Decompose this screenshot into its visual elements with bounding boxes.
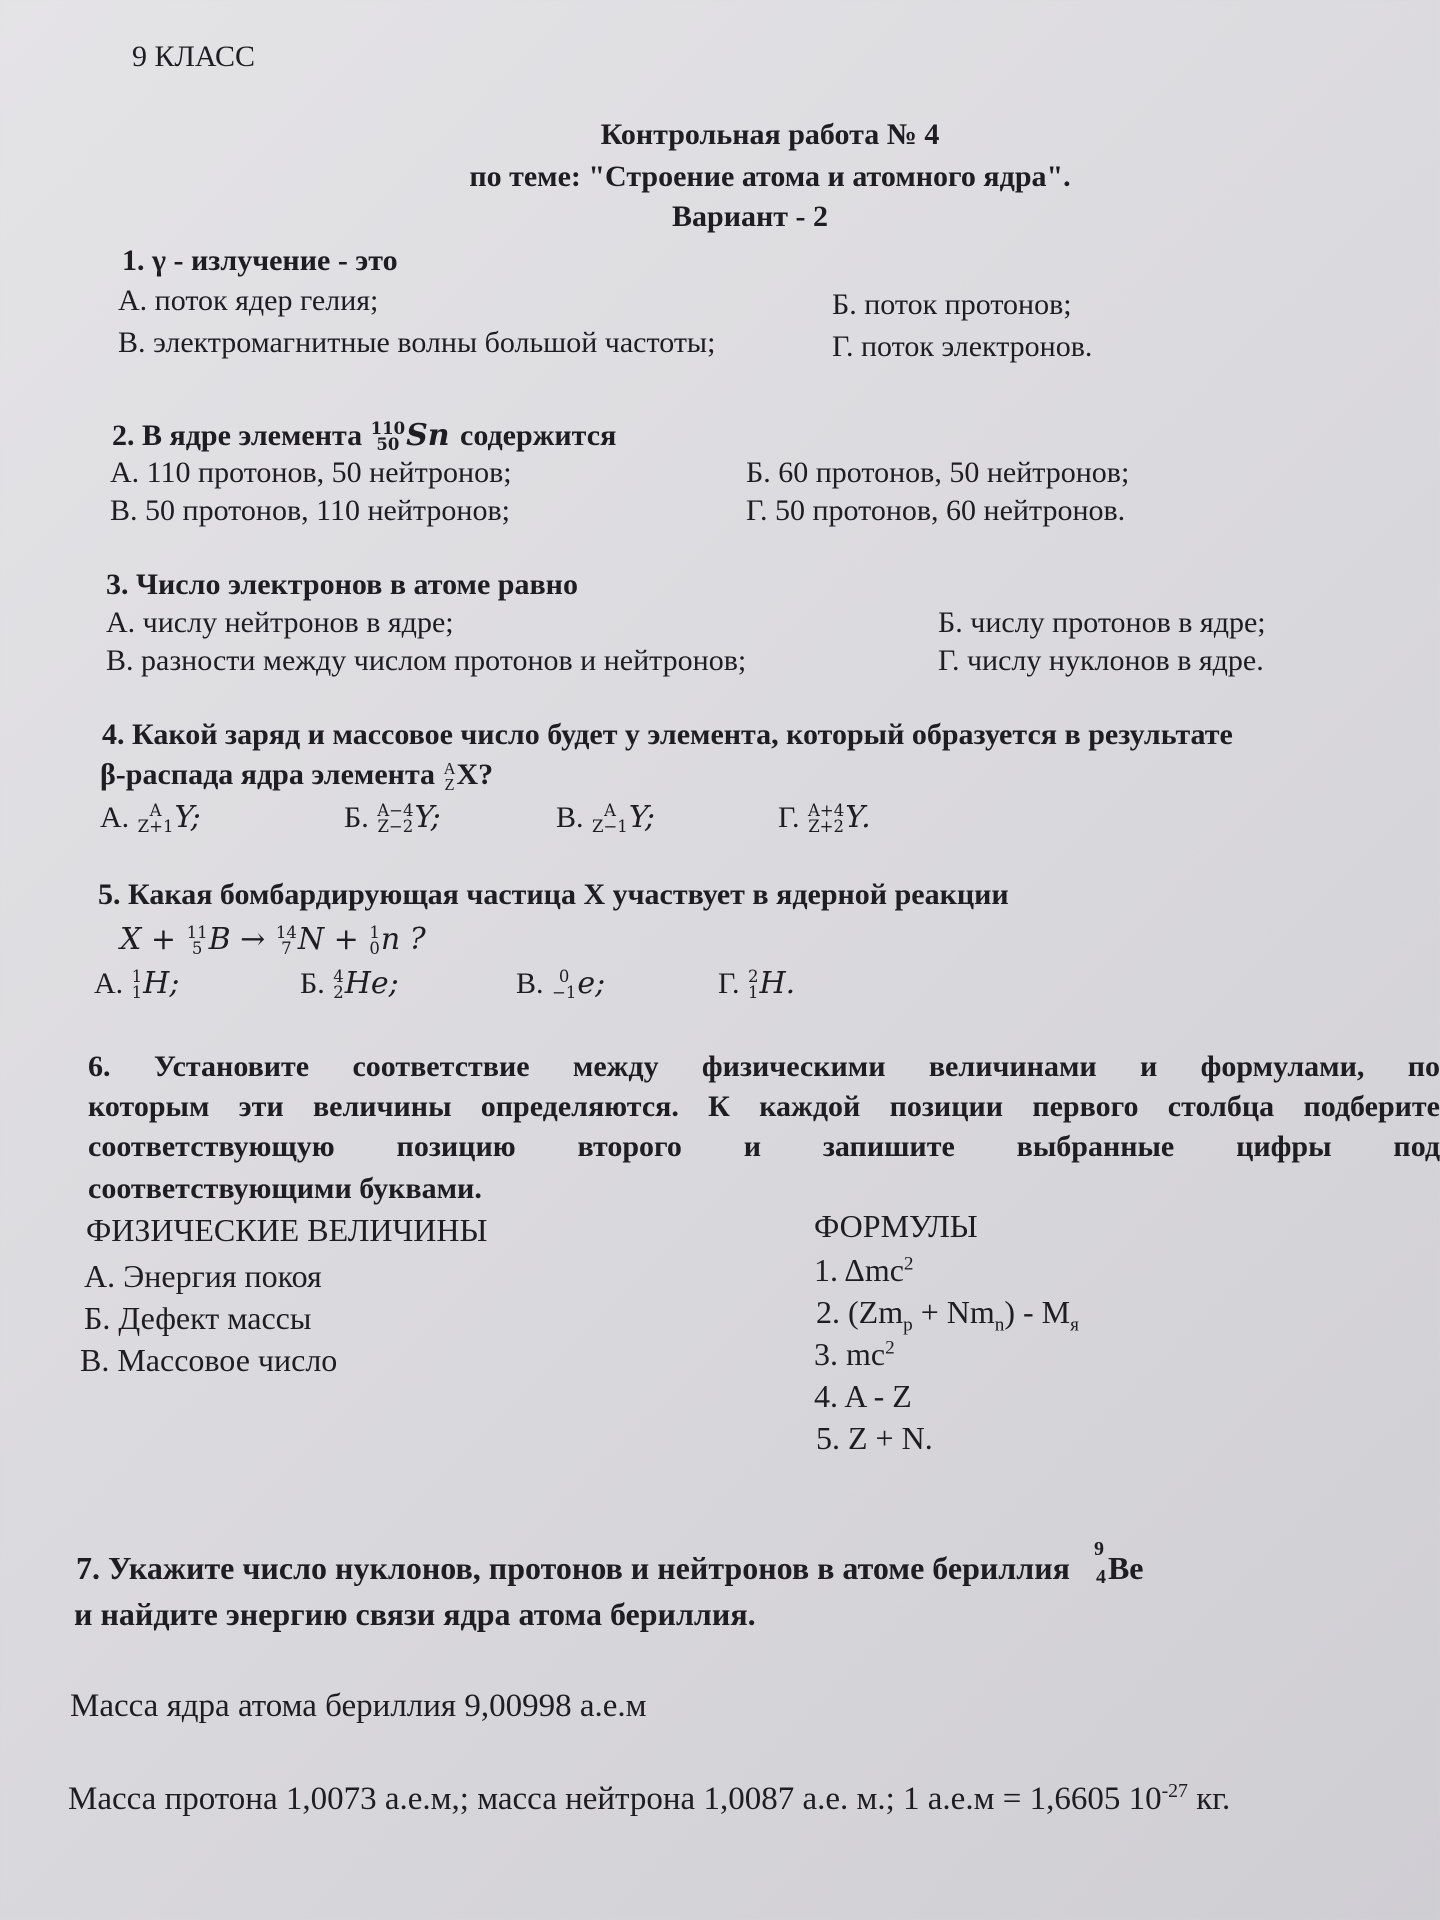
q6-line3: соответствующую позицию второго и запишите выбранные цифры под: [88, 1130, 1440, 1163]
q3-question: 3. Число электронов в атоме равно: [106, 568, 578, 601]
q5-b-symbol: He;: [344, 966, 399, 1001]
q1-question: 1. γ - излучение - это: [122, 244, 398, 277]
q4-option-d: [778, 800, 871, 836]
q4-c-charge: Z−1: [592, 817, 628, 836]
grade-label: 9 КЛАСС: [132, 40, 256, 73]
test-topic: по теме: "Строение атома и атомного ядра".: [469, 160, 1071, 193]
q5-option-d-label: Г.: [718, 967, 740, 1000]
tin-mass-number: 110: [370, 418, 406, 438]
q4-b-charge: Z−2: [377, 817, 414, 836]
q5-option-c: В. 0 −1 e;: [516, 966, 606, 1002]
q6-line4: соответствующими буквами.: [88, 1172, 482, 1205]
q4-a-mass: A: [149, 800, 162, 820]
q3-option-b: Б. числу протонов в ядре;: [938, 606, 1266, 639]
formula-2: 2. $(Zm_p + Nm_n) - M_я$: [816, 1294, 1079, 1336]
given-constants: [68, 1780, 1230, 1818]
q7-line1: [76, 1538, 1144, 1588]
q4-c-symbol: Y;: [628, 800, 656, 835]
q4-line1: 4. Какой заряд и массовое число будет у элемента, который образуется в результате: [102, 718, 1233, 751]
q4-option-c-label: В.: [556, 801, 584, 834]
q4-option-b-label: Б.: [344, 801, 369, 834]
formula-1-text: 1. Δmc: [814, 1252, 904, 1288]
q6-line2: которым эти величины определяются. К каждой позиции первого столбца подберите: [88, 1090, 1440, 1123]
q3-option-c: В. разности между числом протонов и нейтронов;: [106, 644, 747, 677]
q2-option-d: Г. 50 протонов, 60 нейтронов.: [746, 494, 1126, 527]
q4-line2: β-распада ядра элемента A Z X?: [100, 758, 494, 795]
q7-line1-text: 7. Укажите число нуклонов, протонов и нейтронов в атоме бериллия: [76, 1550, 1070, 1586]
q4-option-b: [344, 800, 441, 836]
q4-option-d-label: Г.: [778, 801, 800, 834]
test-title: Контрольная работа № 4: [600, 118, 940, 151]
q1-option-a: А. поток ядер гелия;: [118, 284, 379, 317]
q5-a-symbol: H;: [143, 966, 180, 1001]
beryllium-symbol: Be: [1107, 1550, 1144, 1586]
q1-option-d: Г. поток электронов.: [832, 330, 1093, 363]
q5-option-a: А. 1 1 H;: [94, 966, 180, 1002]
q1-option-b: Б. поток протонов;: [832, 288, 1072, 321]
q2-question: [112, 418, 616, 454]
q5-reaction-equation: X + 11 5 B → 14 7 N + 1 0 n ?: [120, 922, 426, 958]
q6-line1: 6. Установите соответствие между физическими величинами и формулами, по: [88, 1050, 1440, 1083]
q5-option-b-label: Б.: [300, 967, 325, 1000]
variant-label: Вариант - 2: [672, 200, 828, 233]
q4-b-mass: A−4: [377, 800, 414, 820]
beryllium-mass-number: 9: [1093, 1538, 1104, 1560]
quantity-a: А. Энергия покоя: [84, 1258, 322, 1294]
tin-charge-number: 50: [376, 435, 400, 454]
q5-c-symbol: e;: [577, 966, 606, 1001]
quantities-header: ФИЗИЧЕСКИЕ ВЕЛИЧИНЫ: [86, 1212, 488, 1248]
tin-nuclide: [370, 418, 460, 453]
q2-option-b: Б. 60 протонов, 50 нейтронов;: [746, 456, 1130, 489]
beryllium-nucleus-mass: Масса ядра атома бериллия 9,00998 а.е.м: [70, 1688, 647, 1724]
q4-a-charge: Z+1: [137, 817, 174, 836]
formula-1: 1. Δmc$^2$: [814, 1252, 914, 1288]
q4-b-symbol: Y;: [414, 800, 441, 835]
formula-3-text: 3. mc: [814, 1336, 886, 1372]
q4-line2-text: β-распада ядра элемента: [100, 758, 436, 791]
q7-line2: и найдите энергию связи ядра атома бериллия.: [74, 1596, 756, 1632]
q5-option-d: Г. 2 1 H.: [718, 966, 796, 1002]
unit-kg: кг.: [1187, 1781, 1231, 1817]
q2-question-pre: 2. В ядре элемента: [112, 419, 363, 452]
q4-d-symbol: Y.: [845, 800, 871, 835]
q5-option-a-label: А.: [94, 967, 124, 1000]
quantity-c: В. Массовое число: [80, 1342, 338, 1378]
q1-option-c: В. электромагнитные волны большой частоты;: [118, 326, 716, 359]
formula-5: 5. Z + N.: [816, 1420, 933, 1456]
quantity-b: Б. Дефект массы: [84, 1300, 312, 1336]
formula-3: 3. $mc^2$: [814, 1336, 895, 1372]
q4-option-c: [556, 800, 655, 836]
q5-option-c-label: В.: [516, 967, 544, 1000]
q2-question-post: содержится: [460, 419, 617, 452]
q3-option-a: А. числу нейтронов в ядре;: [106, 606, 454, 639]
q5-d-symbol: H.: [759, 966, 796, 1001]
q4-d-mass: A+4: [807, 800, 845, 820]
q4-c-mass: A: [603, 800, 616, 820]
q4-option-a-label: А.: [100, 801, 130, 834]
formulas-header: ФОРМУЛЫ: [814, 1208, 978, 1244]
tin-symbol: Sn: [406, 418, 450, 453]
q4-d-charge: Z+2: [808, 817, 844, 836]
beryllium-charge-number: 4: [1095, 1566, 1106, 1588]
exponent: -27: [1161, 1780, 1188, 1802]
q5-question: 5. Какая бомбардирующая частица X участвует в ядерной реакции: [98, 878, 1009, 911]
formula-4: 4. A - Z: [814, 1378, 912, 1414]
q4-a-symbol: Y;: [174, 800, 201, 835]
q4-element-x: X?: [456, 758, 494, 791]
given-constants-text: Масса протона 1,0073 а.е.м,; масса нейтрона 1,0087 а.е. м.; 1 а.е.м = 1,6605 10: [68, 1781, 1162, 1817]
q3-option-d: Г. числу нуклонов в ядре.: [938, 644, 1264, 677]
q4-option-a: [100, 800, 201, 836]
q2-option-c: В. 50 протонов, 110 нейтронов;: [110, 494, 510, 527]
q2-option-a: А. 110 протонов, 50 нейтронов;: [110, 456, 512, 489]
q5-option-b: Б. 4 2 He;: [300, 966, 399, 1002]
